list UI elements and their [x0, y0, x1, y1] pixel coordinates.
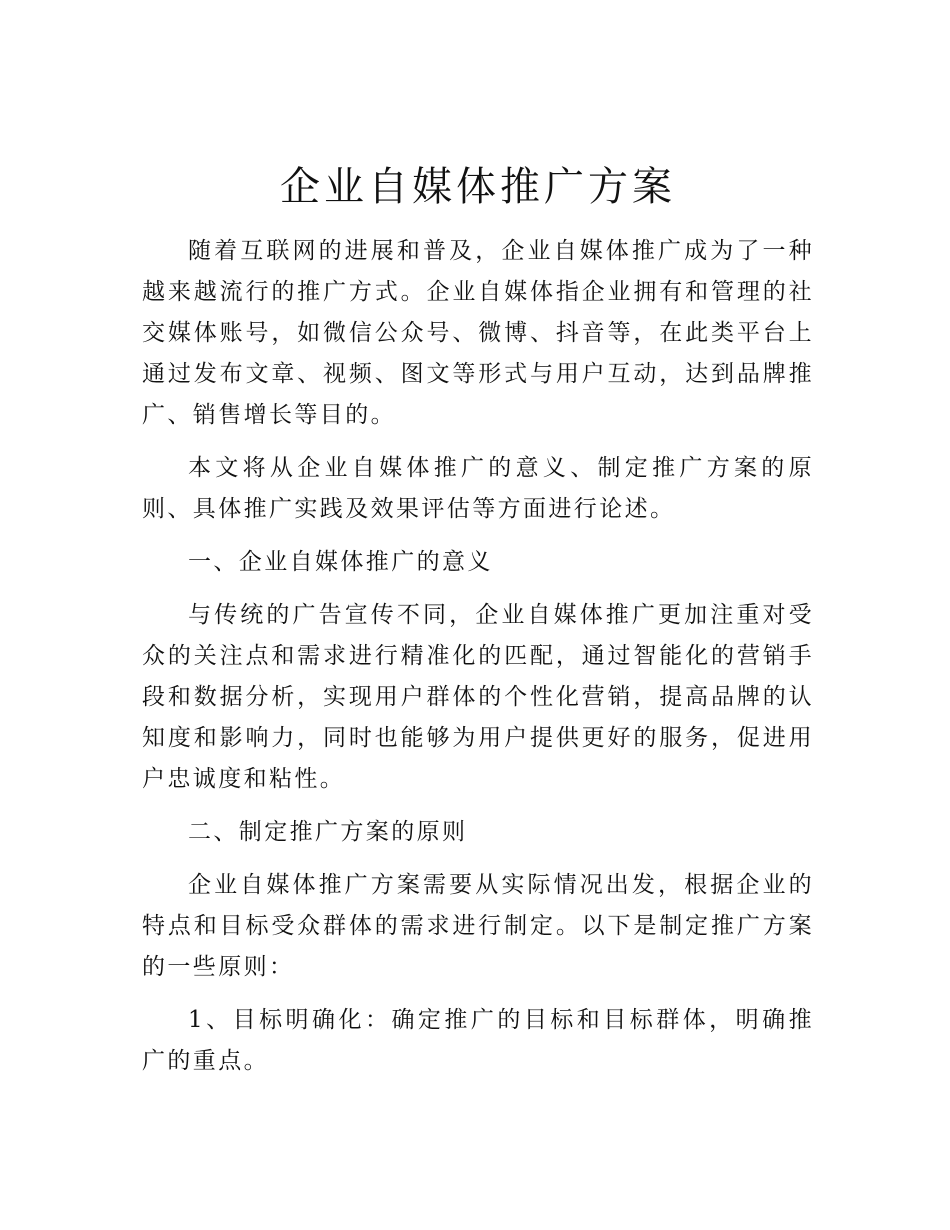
document-title: 企业自媒体推广方案: [280, 164, 676, 210]
overview-paragraph: 本文将从企业自媒体推广的意义、制定推广方案的原则、具体推广实践及效果评估等方面进行论述。: [142, 455, 814, 522]
section1-heading: 一、企业自媒体推广的意义: [188, 549, 493, 575]
section1-body: 与传统的广告宣传不同，企业自媒体推广更加注重对受众的关注点和需求进行精准化的匹配，通过智能化的营销手段和数据分析，实现用户群体的个性化营销，提高品牌的认知度和影响力，同时也能够为用户提供更好的服务，促进用户忠诚度和粘性。: [142, 602, 814, 792]
intro-paragraph: 随着互联网的进展和普及，企业自媒体推广成为了一种越来越流行的推广方式。企业自媒体指企业拥有和管理的社交媒体账号，如微信公众号、微博、抖音等，在此类平台上通过发布文章、视频、图文等形式与用户互动，达到品牌推广、销售增长等目的。: [142, 238, 814, 428]
section2-body: 企业自媒体推广方案需要从实际情况出发，根据企业的特点和目标受众群体的需求进行制定。以下是制定推广方案的一些原则：: [142, 872, 814, 980]
section2-item1: 1、目标明确化：确定推广的目标和目标群体，明确推广的重点。: [142, 1007, 814, 1074]
section2-heading: 二、制定推广方案的原则: [188, 819, 468, 845]
document-page: [142, 155, 814, 1094]
